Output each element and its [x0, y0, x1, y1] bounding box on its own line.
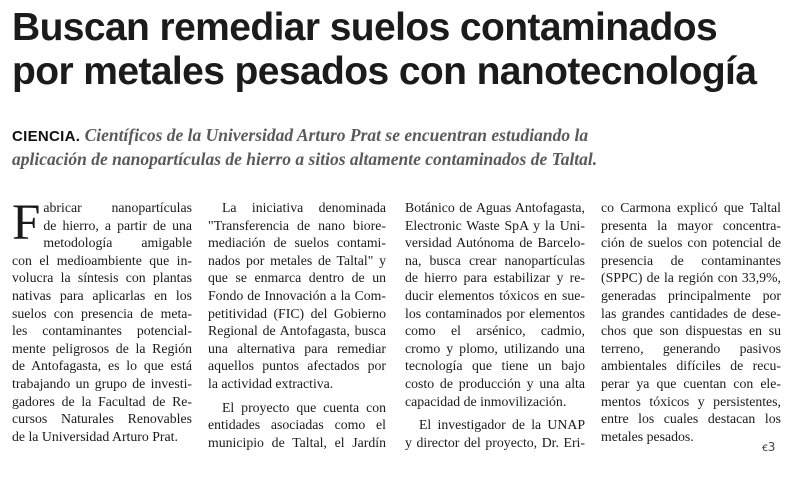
column-2-paragraph-2	[208, 399, 386, 452]
text-line: las grandes cantidades de dese-	[601, 305, 781, 321]
text-line: que se enmarca dentro de un	[208, 270, 386, 286]
text-line: El proyecto que cuenta con	[222, 399, 386, 415]
text-line: municipio de Taltal, el Jardín	[208, 434, 386, 450]
article-deck	[12, 124, 787, 171]
text-line: Botánico de Aguas Antofagasta,	[405, 200, 585, 215]
column-4-text	[601, 199, 781, 445]
text-line: tecnología que tiene un bajo	[405, 358, 585, 374]
text-line: como el arsénico, cadmio,	[405, 323, 585, 339]
text-line: de Antofagasta, es lo que está	[12, 358, 192, 374]
text-line: gadores de la Facultad de Re-	[12, 393, 192, 409]
text-line: entidades asociadas como el	[208, 417, 386, 433]
text-line: Fondo de Innovación a la Com-	[208, 287, 386, 303]
article-column-4	[601, 199, 781, 445]
text-line: El investigador de la UNAP	[419, 417, 585, 433]
text-line: na, busca crear nanopartículas	[405, 252, 585, 268]
text-line: aquellos puntos afectados por	[208, 358, 386, 374]
text-line: cromo y plomo, utilizando una	[405, 340, 585, 356]
text-line: co Carmona explicó que Taltal	[601, 200, 781, 215]
deck-line-1	[12, 124, 787, 148]
text-line: Electronic Waste SpA y la Uni-	[405, 217, 585, 233]
text-line: La iniciativa denominada	[222, 200, 386, 215]
text-line: ducir elementos tóxicos en sue-	[405, 287, 585, 303]
text-line: presencia de contaminantes	[601, 252, 781, 268]
text-line: trabajando un grupo de investi-	[12, 375, 192, 391]
text-line: volucra la síntesis con plantas	[12, 270, 192, 286]
column-3-paragraph-1	[405, 199, 585, 410]
drop-cap: F	[12, 195, 41, 251]
text-line: (SPPC) de la región con 33,9%,	[601, 270, 781, 286]
text-line: capacidad de inmovilización.	[405, 393, 567, 409]
article-column-1	[12, 195, 192, 445]
text-line: de hierro para estabilizar y re-	[405, 270, 585, 286]
text-line: de la Universidad Arturo Prat.	[12, 428, 178, 444]
text-line: generadas principalmente por	[601, 287, 781, 303]
column-2-paragraph-1	[208, 199, 386, 393]
text-line: cursos Naturales Renovables	[12, 411, 192, 427]
text-line: petitividad (FIC) del Gobierno	[208, 305, 386, 321]
text-line: ción de suelos con potencial de	[601, 235, 781, 251]
end-of-article-mark: ꞓ3	[762, 440, 776, 454]
text-line: "Transferencia de nano biore-	[208, 217, 386, 233]
text-line: perar ya que cuentan con ele-	[601, 375, 781, 391]
headline-line-1: Buscan remediar suelos contaminados	[12, 6, 718, 49]
text-line: metales pesados.	[601, 428, 694, 444]
text-line: Regional de Antofagasta, busca	[208, 323, 386, 339]
text-line: una alternativa para remediar	[208, 340, 386, 356]
text-line: les contaminantes potencial-	[12, 323, 192, 339]
text-line: costo de producción y una alta	[405, 375, 585, 391]
article-column-3	[405, 199, 585, 451]
text-line: chos que son dispuestas en su	[601, 323, 781, 339]
deck-text-1: Científicos de la Universidad Arturo Prat se encuentran estudiando la	[84, 125, 589, 145]
text-line: presenta la mayor concentra-	[601, 217, 781, 233]
text-line: con el medioambiente que in-	[12, 252, 192, 268]
text-line: nados por metales de Taltal" y	[208, 252, 386, 268]
text-line: terreno, generando pasivos	[601, 340, 781, 356]
text-line: mentos tóxicos y persistentes,	[601, 393, 781, 409]
column-3-paragraph-2	[405, 416, 585, 451]
text-line: abricar nanopartículas	[43, 200, 192, 215]
text-line: mente peligrosos de la Región	[12, 340, 192, 356]
article-headline	[12, 6, 787, 94]
text-line: versidad Autónoma de Barcelo-	[405, 235, 585, 251]
text-line: metodología amigable	[43, 235, 192, 251]
headline-line-2: por metales pesados con nanotecnología	[12, 50, 757, 93]
text-line: los contaminados por elementos	[405, 305, 585, 321]
text-line: la actividad extractiva.	[208, 375, 334, 391]
text-line: ambientales difíciles de recu-	[601, 358, 781, 374]
section-kicker: CIENCIA.	[12, 128, 81, 145]
deck-line-2: aplicación de nanopartículas de hierro a sitios altamente contaminados de Taltal.	[12, 149, 598, 169]
text-line: entre los cuales destacan los	[601, 411, 781, 427]
text-line: nativas para aplicarlas en los	[12, 287, 192, 303]
text-line: mediación de suelos contami-	[208, 235, 386, 251]
text-line: de hierro, a partir de una	[43, 217, 192, 233]
text-line: suelos con presencia de meta-	[12, 305, 192, 321]
article-column-2	[208, 199, 386, 451]
text-line: y director del proyecto, Dr. Eri-	[405, 434, 585, 450]
